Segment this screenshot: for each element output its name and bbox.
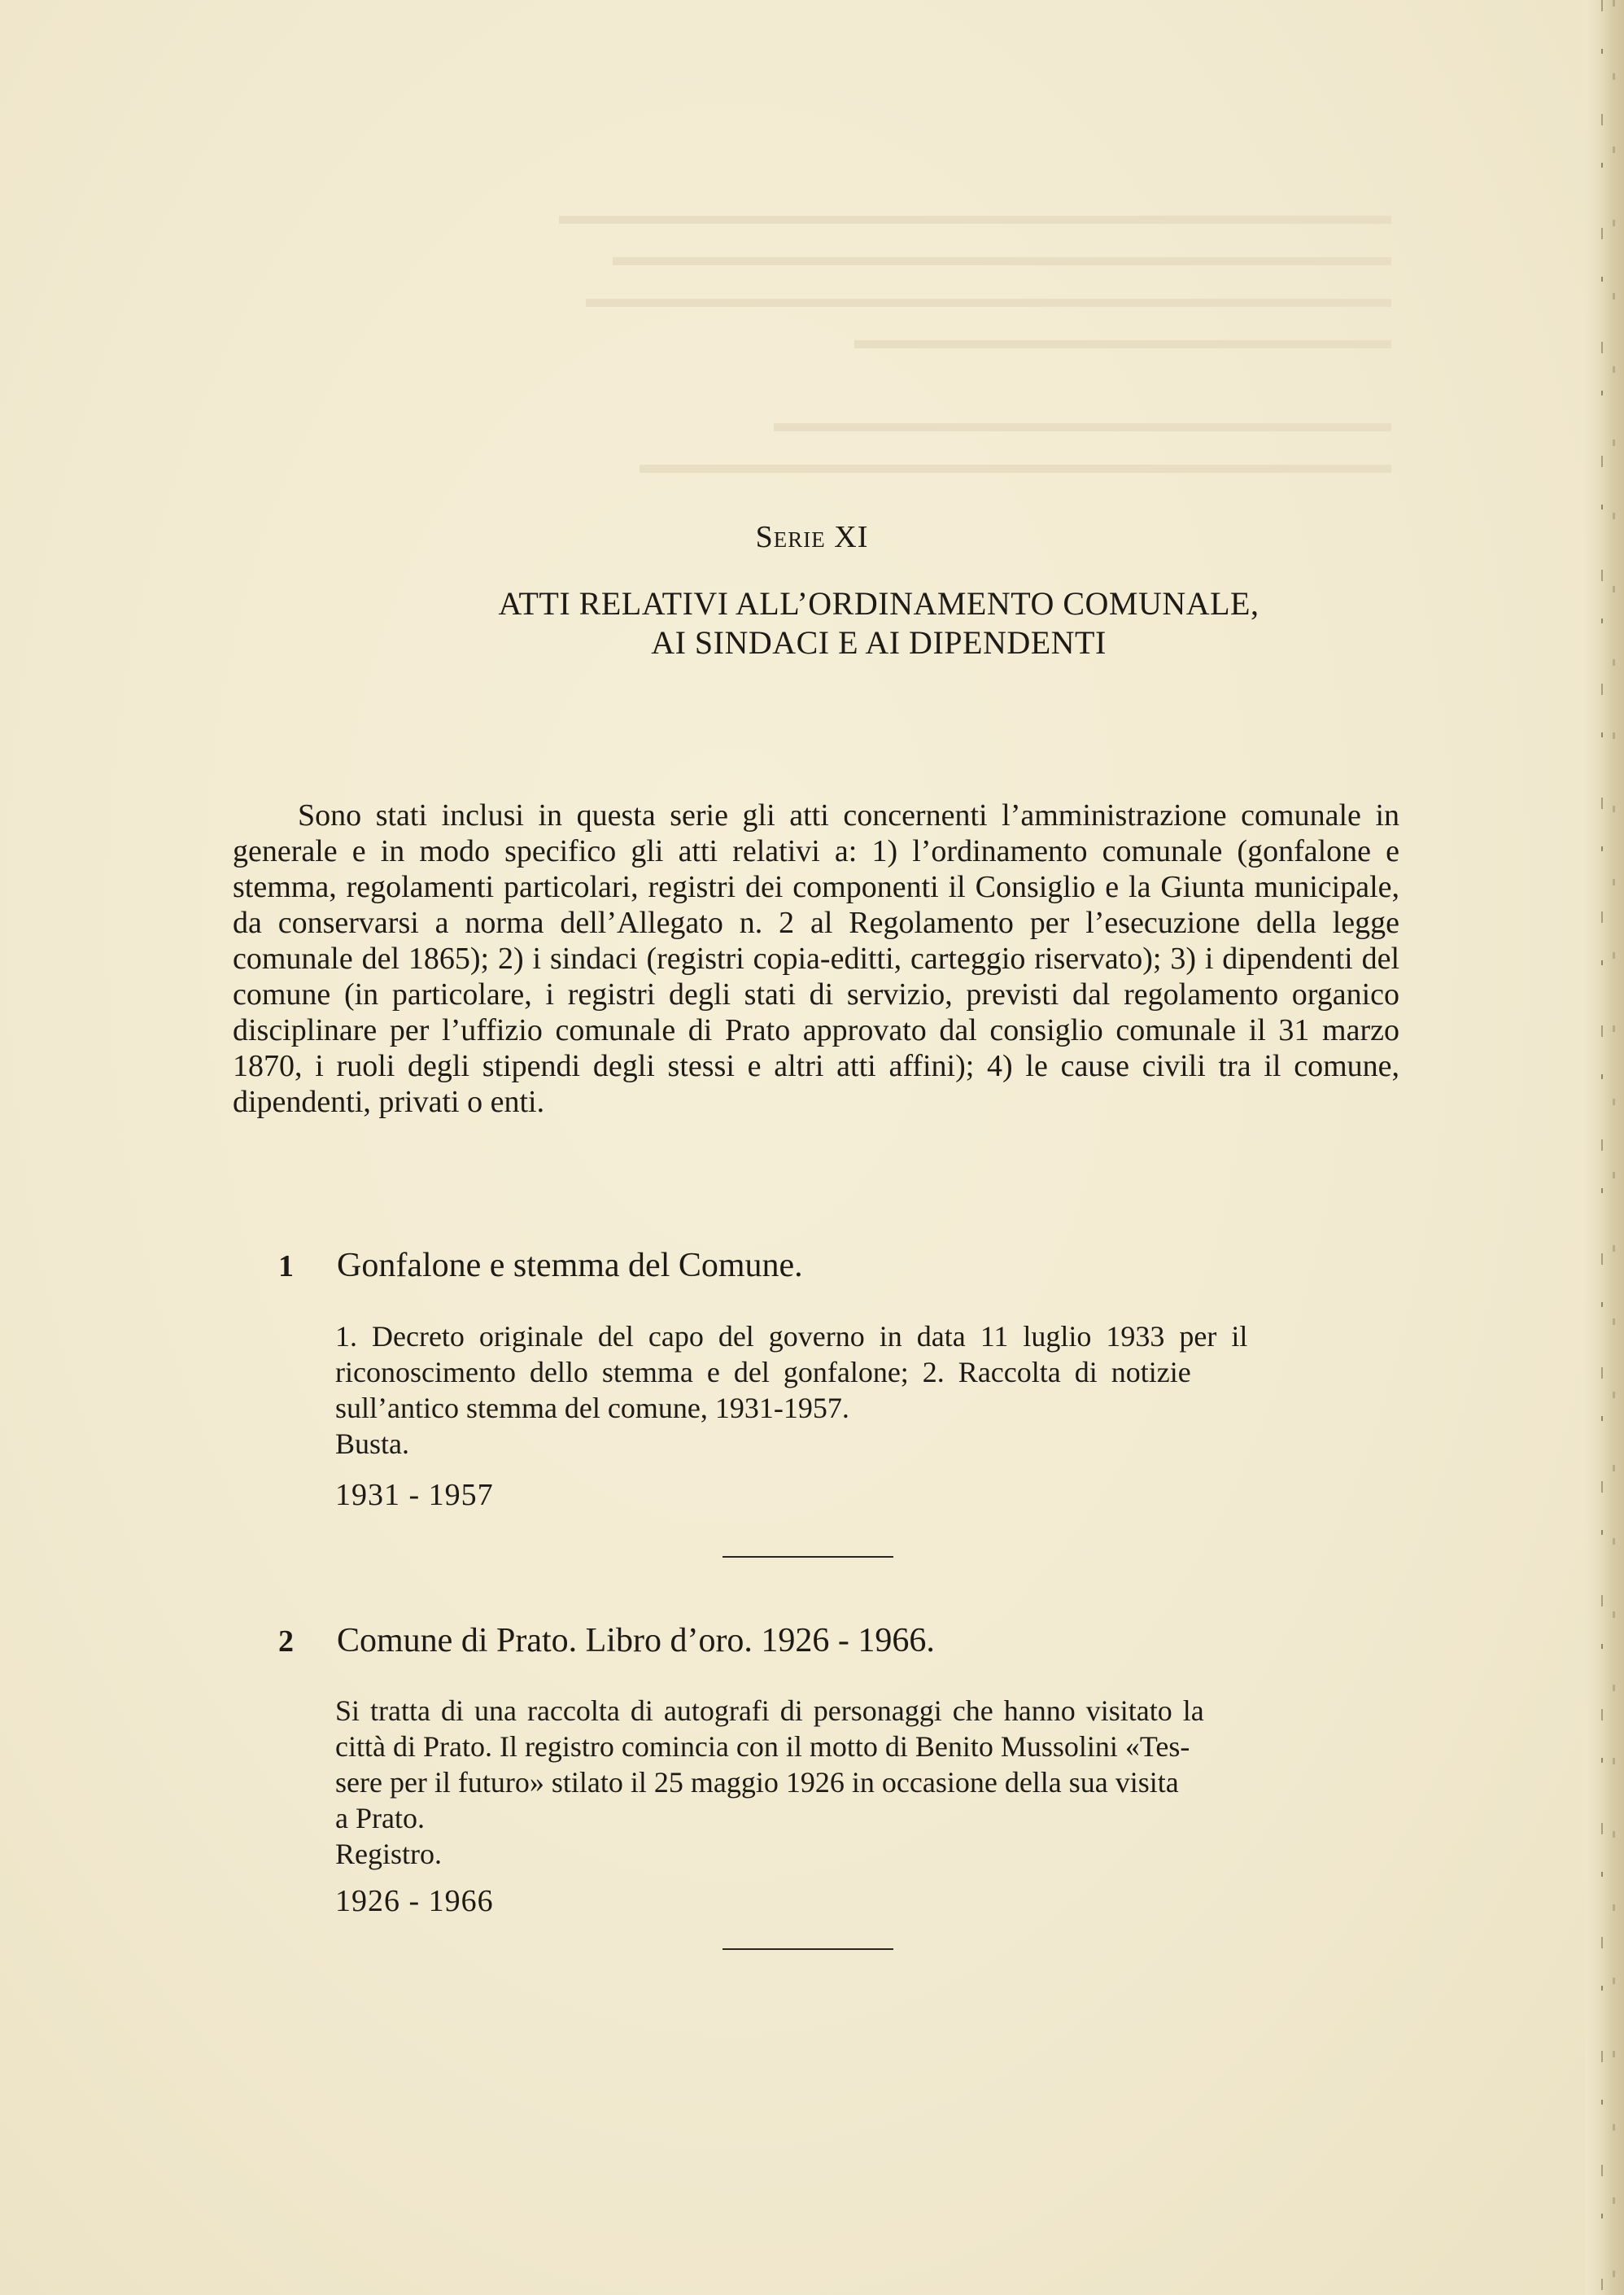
entry-container-type: Busta. [335,1427,410,1460]
entry-dates: 1926 - 1966 [335,1884,494,1918]
entry-title: Comune di Prato. Libro d’oro. 1926 - 1966. [337,1622,935,1659]
series-label [0,519,1624,555]
entry-description-line: Si tratta di una raccolta di autografi di personaggi che hanno visitato la [335,1694,1204,1727]
series-numeral: XI [834,520,869,554]
intro-paragraph [233,798,1399,1120]
entry-description-line: sere per il futuro» stilato il 25 maggio 1926 in occasione della sua visita [335,1766,1179,1799]
entry-description-line: sull’antico stemma del comune, 1931-1957. [335,1392,849,1424]
entry-title: Gonfalone e stemma del Comune. [337,1247,803,1284]
series-title-line-1: ATTI RELATIVI ALL’ORDINAMENTO COMUNALE, [498,585,1259,622]
section-divider [723,1948,893,1950]
entry-description-line: 1. Decreto originale del capo del governo in data 11 luglio 1933 per il [335,1320,1248,1353]
entry-description [335,1318,1396,1426]
intro-text: Sono stati inclusi in questa serie gli atti concernenti l’amministrazione comunale in generale e in modo specifico gli atti relativi a: 1) l’ordinamento comunale (gonfalone e stemma, regolamenti particolari, registri dei componenti il Consiglio e la Giunta municipale, da conservarsi a norma dell’Allegato n. 2 al Regolamento per l’esecuzione della legge comunale del 1865); 2) i sindaci (registri copia-editti, carteggio riservato); 3) i dipendenti del comune (in particolare, i registri degli stati di servizio, previsti dal regolamento organico disciplinare per l’uffizio comunale di Prato approvato dal consiglio comunale il 31 marzo 1870, i ruoli degli stipendi degli stessi e altri atti affini); 4) le cause civili tra il comune, dipendenti, privati o enti. [233,798,1399,1119]
section-divider [723,1556,893,1558]
series-title-line-2: AI SINDACI E AI DIPENDENTI [651,624,1107,661]
entry-description-line: città di Prato. Il registro comincia con il motto di Benito Mussolini «Tes- [335,1730,1190,1763]
entry-container-type: Registro. [335,1838,442,1870]
entry-number: 2 [278,1624,294,1659]
series-title [0,584,1624,662]
binding-edge [1585,0,1624,2295]
show-through-text: ▬▬▬▬▬▬▬▬▬▬▬▬▬▬▬▬▬▬▬▬▬▬▬▬▬▬▬▬▬▬▬ ▬▬▬▬▬▬▬▬▬▬▬▬▬▬▬▬▬▬▬▬▬▬▬▬▬▬▬▬▬ ▬▬▬▬▬▬▬▬▬▬▬▬▬▬▬▬▬▬▬▬▬▬▬▬▬▬▬▬▬▬ ▬▬▬▬▬▬▬▬▬▬▬▬▬▬▬▬▬▬▬▬ ▬▬▬▬▬▬▬▬▬▬▬▬▬▬▬▬▬▬▬▬▬▬▬ ▬▬▬▬▬▬▬▬▬▬▬▬▬▬▬▬▬▬▬▬▬▬▬▬▬▬▬▬ [559,201,1391,479]
entry-description-line: riconoscimento dello stemma e del gonfalone; 2. Raccolta di notizie [335,1356,1191,1388]
series-word: Serie [755,520,826,554]
entry-description-line: a Prato. [335,1802,425,1834]
entry-description [335,1693,1396,1836]
entry-number: 1 [278,1249,294,1283]
entry-dates: 1931 - 1957 [335,1478,494,1512]
